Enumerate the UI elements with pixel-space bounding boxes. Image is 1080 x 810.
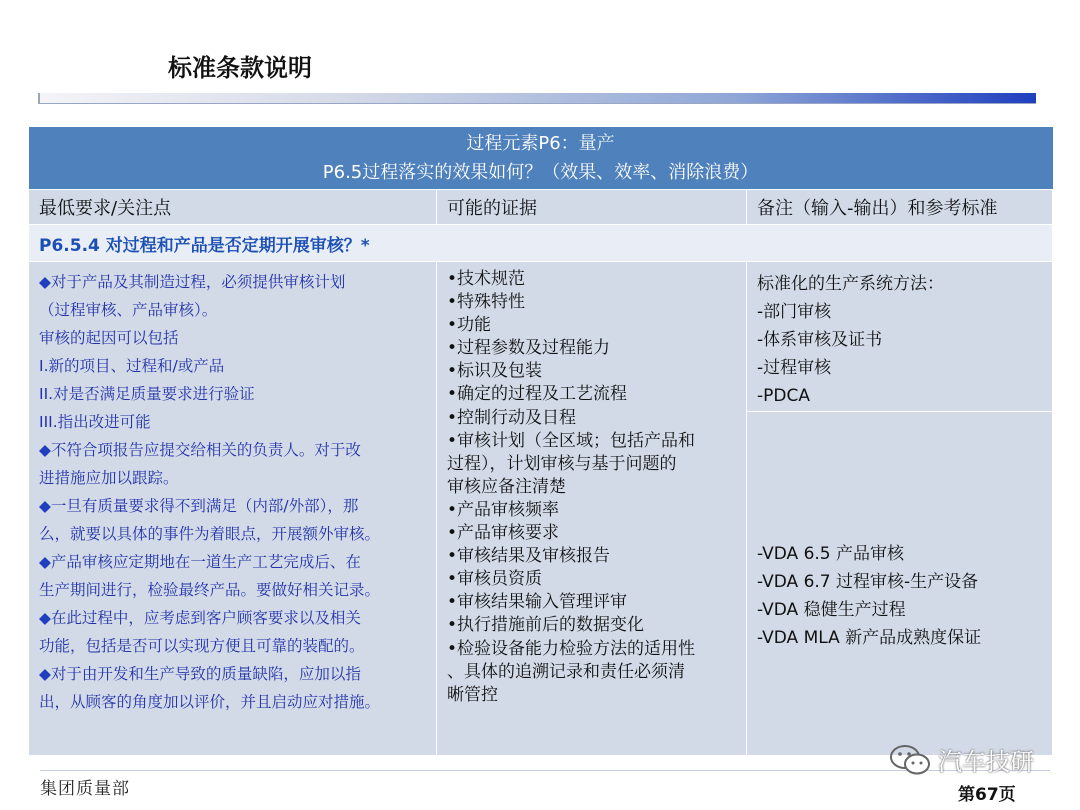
requirement-text: 对于由开发和生产导致的质量缺陷，应加以指 bbox=[50, 665, 361, 683]
evidence-item: •检验设备能力检验方法的适用性 bbox=[447, 638, 696, 659]
diamond-bullet-icon: ◆ bbox=[39, 609, 51, 627]
evidence-cell bbox=[437, 262, 747, 756]
watermark bbox=[888, 742, 1034, 777]
evidence-item: •审核结果及审核报告 bbox=[447, 546, 611, 567]
note-line: -部门审核 bbox=[757, 302, 832, 322]
requirement-line bbox=[39, 576, 428, 604]
diamond-bullet-icon: ◆ bbox=[39, 441, 51, 459]
diamond-bullet-icon: ◆ bbox=[39, 553, 51, 571]
requirement-line bbox=[39, 296, 428, 324]
requirement-line bbox=[39, 464, 428, 492]
requirement-line bbox=[39, 324, 428, 352]
audit-question: P6.5.4 对过程和产品是否定期开展审核？* bbox=[29, 225, 1053, 262]
evidence-item: •审核计划（全区域；包括产品和 bbox=[447, 430, 696, 451]
title-gradient-bar bbox=[38, 93, 1036, 104]
evidence-item: 审核应备注清楚 bbox=[447, 476, 566, 497]
slide-title: 标准条款说明 bbox=[168, 54, 312, 82]
table-header bbox=[29, 127, 1053, 190]
requirement-line bbox=[39, 492, 428, 520]
evidence-item: •标识及包装 bbox=[447, 361, 543, 382]
evidence-item: •控制行动及日程 bbox=[447, 407, 577, 428]
evidence-item: •产品审核频率 bbox=[447, 499, 560, 520]
requirement-line bbox=[39, 436, 428, 464]
diamond-bullet-icon: ◆ bbox=[39, 665, 51, 683]
evidence-item: 过程），计划审核与基于问题的 bbox=[447, 453, 677, 474]
requirement-line bbox=[39, 352, 428, 380]
standard-clause-table bbox=[28, 127, 1053, 756]
evidence-item: •审核结果输入管理评审 bbox=[447, 592, 628, 613]
reference-standard: -VDA 稳健生产过程 bbox=[757, 600, 906, 620]
requirement-text: 对于产品及其制造过程，必须提供审核计划 bbox=[50, 273, 346, 291]
evidence-list bbox=[447, 268, 742, 707]
requirement-text: II.对是否满足质量要求进行验证 bbox=[39, 385, 255, 403]
diamond-bullet-icon: ◆ bbox=[39, 497, 51, 515]
table-header-line2: P6.5过程落实的效果如何？（效果、效率、消除浪费） bbox=[322, 162, 759, 183]
requirement-text: 不符合项报告应提交给相关的负责人。对于改 bbox=[50, 441, 361, 459]
requirement-text: 产品审核应定期地在一道生产工艺完成后、在 bbox=[50, 553, 361, 571]
evidence-item: •产品审核要求 bbox=[447, 523, 560, 544]
reference-standard: -VDA 6.7 过程审核-生产设备 bbox=[757, 572, 979, 592]
evidence-item: •执行措施前后的数据变化 bbox=[447, 615, 645, 636]
note-line: 标准化的生产系统方法： bbox=[757, 274, 944, 294]
diamond-bullet-icon: ◆ bbox=[39, 273, 51, 291]
page-number: 第67页 bbox=[958, 785, 1016, 805]
requirements-cell bbox=[29, 262, 437, 756]
evidence-item: •审核员资质 bbox=[447, 569, 543, 590]
table-header-line1: 过程元素P6：量产 bbox=[466, 133, 615, 154]
note-line: -体系审核及证书 bbox=[757, 330, 883, 350]
requirement-text: 生产期间进行，检验最终产品。要做好相关记录。 bbox=[39, 581, 381, 599]
evidence-item: •确定的过程及工艺流程 bbox=[447, 384, 628, 405]
requirement-line bbox=[39, 604, 428, 632]
evidence-item: 、具体的追溯记录和责任必须清 bbox=[447, 661, 685, 682]
notes-cell bbox=[747, 262, 1053, 756]
requirement-line bbox=[39, 632, 428, 660]
note-line: -PDCA bbox=[757, 386, 810, 406]
column-header-evidence: 可能的证据 bbox=[437, 190, 747, 225]
requirement-line bbox=[39, 408, 428, 436]
requirement-text: 出，从顾客的角度加以评价，并且启动应对措施。 bbox=[39, 693, 381, 711]
requirement-text: III.指出改进可能 bbox=[39, 413, 151, 431]
notes-standard-methods bbox=[747, 262, 1052, 412]
requirement-line bbox=[39, 380, 428, 408]
evidence-item: 晰管控 bbox=[447, 684, 498, 705]
watermark-text: 汽车技研 bbox=[938, 748, 1034, 776]
evidence-item: •功能 bbox=[447, 315, 492, 336]
column-header-requirements: 最低要求/关注点 bbox=[29, 190, 437, 225]
note-line: -过程审核 bbox=[757, 358, 832, 378]
requirement-line bbox=[39, 548, 428, 576]
footer-department: 集团质量部 bbox=[40, 779, 130, 798]
reference-standard: -VDA 6.5 产品审核 bbox=[757, 544, 905, 564]
evidence-item: •技术规范 bbox=[447, 269, 526, 289]
requirement-text: （过程审核、产品审核）。 bbox=[39, 301, 218, 319]
requirement-text: 进措施应加以跟踪。 bbox=[39, 469, 179, 487]
requirement-text: 一旦有质量要求得不到满足（内部/外部），那 bbox=[50, 497, 359, 515]
requirement-text: 审核的起因可以包括 bbox=[39, 329, 179, 347]
requirement-text: 功能，包括是否可以实现方便且可靠的装配的。 bbox=[39, 637, 365, 655]
requirement-text: 在此过程中，应考虑到客户顾客要求以及相关 bbox=[50, 609, 361, 627]
requirement-line bbox=[39, 660, 428, 688]
requirement-line bbox=[39, 520, 428, 548]
column-header-notes: 备注（输入-输出）和参考标准 bbox=[747, 190, 1053, 225]
wechat-icon bbox=[888, 743, 932, 777]
requirement-line bbox=[39, 688, 428, 716]
notes-vda-references bbox=[747, 412, 1052, 749]
reference-standard: -VDA MLA 新产品成熟度保证 bbox=[757, 628, 982, 648]
requirements-list bbox=[39, 268, 428, 716]
evidence-item: •过程参数及过程能力 bbox=[447, 338, 611, 359]
evidence-item: •特殊特性 bbox=[447, 292, 526, 313]
requirement-line bbox=[39, 268, 428, 296]
requirement-text: 么，就要以具体的事件为着眼点，开展额外审核。 bbox=[39, 525, 381, 543]
requirement-text: I.新的项目、过程和/或产品 bbox=[39, 357, 225, 375]
